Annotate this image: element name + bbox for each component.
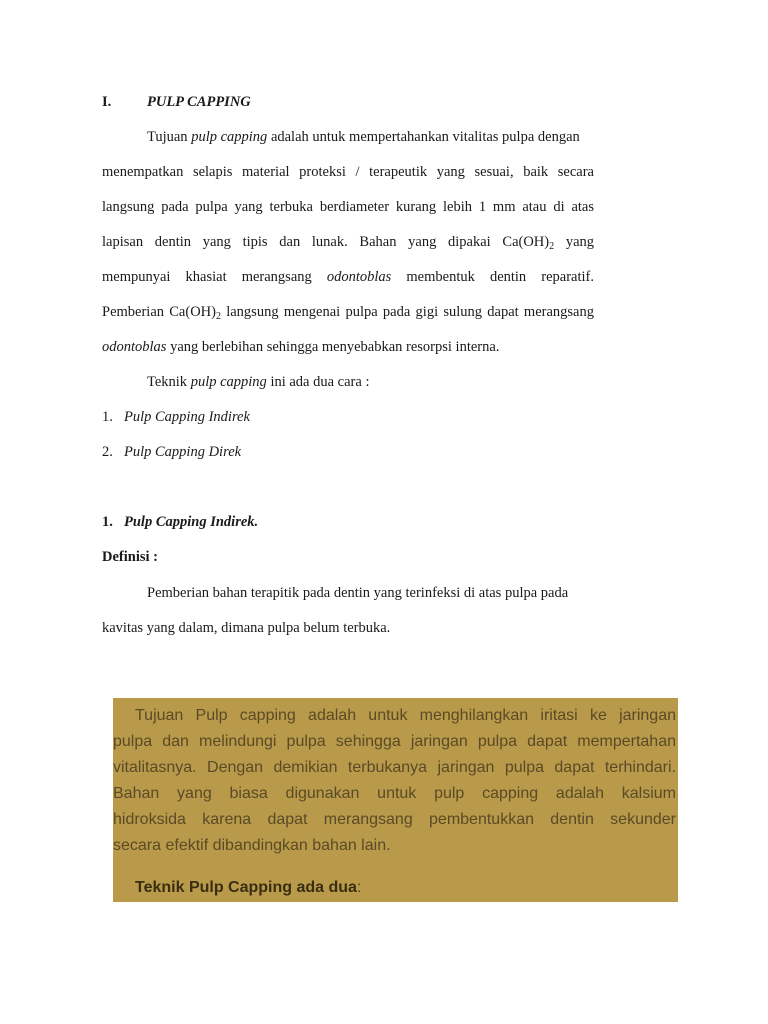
definition-line2: kavitas yang dalam, dimana pulpa belum terbuka. — [102, 620, 391, 636]
subsection-number: 1. — [102, 514, 113, 530]
text-run: Pemberian Ca(OH) — [102, 304, 216, 320]
box-line: Bahan yang biasa digunakan untuk pulp capping adalah kalsium — [113, 785, 676, 802]
box-heading-suffix: : — [356, 879, 362, 896]
subsection-title: Pulp Capping Indirek. — [124, 514, 259, 530]
paragraph1-line7 — [102, 339, 499, 356]
subsection-heading — [102, 514, 259, 531]
list-number: 2. — [102, 444, 113, 460]
box-line: Tujuan Pulp capping adalah untuk menghilangkan iritasi ke jaringan — [135, 707, 676, 724]
section-number: I. — [102, 94, 112, 110]
text-run: yang berlebihan sehingga menyebabkan resorpsi interna. — [166, 339, 500, 355]
text-run: ini ada dua cara : — [266, 374, 370, 390]
paragraph1-line1 — [147, 129, 580, 146]
paragraph1-line6 — [102, 304, 594, 321]
text-run: lapisan dentin yang tipis dan lunak. Bahan yang dipakai Ca(OH) — [102, 234, 550, 250]
box-line: vitalitasnya. Dengan demikian terbukanya jaringan pulpa dapat terhindari. — [113, 759, 676, 776]
list-number: 1. — [102, 409, 113, 425]
box-heading-text: Teknik Pulp Capping ada dua — [135, 879, 357, 896]
italic-term: odontoblas — [326, 269, 392, 285]
box-heading — [135, 879, 361, 897]
italic-term: odontoblas — [102, 339, 167, 355]
paragraph2 — [147, 374, 369, 391]
list-text: Pulp Capping Indirek — [124, 409, 250, 425]
italic-term: pulp capping — [191, 129, 268, 145]
definition-label: Definisi : — [102, 549, 158, 565]
box-line: secara efektif dibandingkan bahan lain. — [113, 837, 391, 854]
text-run: Tujuan — [147, 129, 192, 145]
subscript: 2 — [215, 311, 221, 322]
section-title: PULP CAPPING — [147, 94, 251, 110]
text-run: yang — [554, 234, 595, 250]
section-heading — [102, 94, 251, 111]
paragraph1-line2: menempatkan selapis material proteksi / terapeutik yang sesuai, baik secara — [102, 164, 594, 180]
paragraph1-line3: langsung pada pulpa yang terbuka berdiameter kurang lebih 1 mm atau di atas — [102, 199, 594, 215]
list-item — [102, 409, 250, 426]
text-run: adalah untuk mempertahankan vitalitas pulpa dengan — [267, 129, 580, 145]
paragraph1-line5 — [102, 269, 594, 286]
text-run: membentuk dentin reparatif. — [391, 269, 594, 285]
text-run: langsung mengenai pulpa pada gigi sulung dapat merangsang — [220, 304, 594, 320]
highlight-box — [113, 698, 678, 902]
box-line: pulpa dan melindungi pulpa sehingga jaringan pulpa dapat mempertahan — [113, 733, 676, 750]
subscript: 2 — [549, 241, 555, 252]
list-item — [102, 444, 242, 461]
text-run: mempunyai khasiat merangsang — [102, 269, 327, 285]
definition-line1: Pemberian bahan terapitik pada dentin yang terinfeksi di atas pulpa pada — [147, 585, 569, 601]
italic-term: pulp capping — [190, 374, 267, 390]
list-text: Pulp Capping Direk — [124, 444, 242, 460]
paragraph1-line4 — [102, 234, 594, 251]
text-run: Teknik — [147, 374, 191, 390]
box-line: hidroksida karena dapat merangsang pembentukkan dentin sekunder — [113, 811, 676, 828]
